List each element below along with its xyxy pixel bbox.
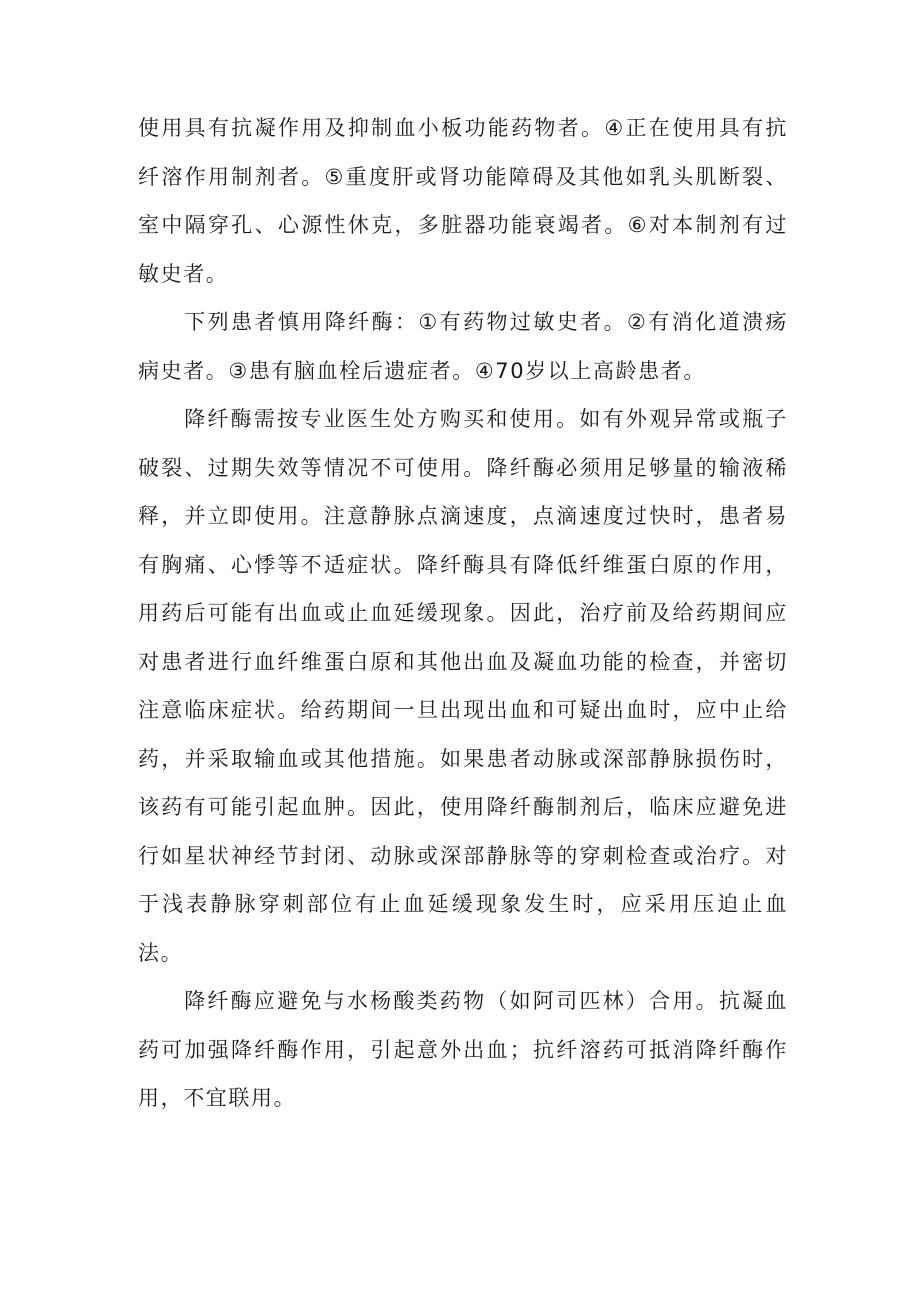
paragraph-drug-interactions: 降纤酶应避免与水杨酸类药物（如阿司匹林）合用。抗凝血药可加强降纤酶作用，引起意外出血；抗纤溶药可抵消降纤酶作用，不宜联用。	[138, 989, 788, 1110]
document-body	[138, 104, 788, 1123]
paragraph-cautious-use: 下列患者慎用降纤酶：①有药物过敏史者。②有消化道溃疡病史者。③患有脑血栓后遗症者。④70岁以上高龄患者。	[138, 310, 788, 383]
paragraph-contraindications-continued: 使用具有抗凝作用及抑制血小板功能药物者。④正在使用具有抗纤溶作用制剂者。⑤重度肝或肾功能障碍及其他如乳头肌断裂、室中隔穿孔、心源性休克，多脏器功能衰竭者。⑥对本制剂有过敏史者。	[138, 116, 788, 286]
paragraph-usage-precautions: 降纤酶需按专业医生处方购买和使用。如有外观异常或瓶子破裂、过期失效等情况不可使用。降纤酶必须用足够量的输液稀释，并立即使用。注意静脉点滴速度，点滴速度过快时，患者易有胸痛、心悸等不适症状。降纤酶具有降低纤维蛋白原的作用，用药后可能有出血或止血延缓现象。因此，治疗前及给药期间应对患者进行血纤维蛋白原和其他出血及凝血功能的检查，并密切注意临床症状。给药期间一旦出现出血和可疑出血时，应中止给药，并采取输血或其他措施。如果患者动脉或深部静脉损伤时，该药有可能引起血肿。因此，使用降纤酶制剂后，临床应避免进行如星状神经节封闭、动脉或深部静脉等的穿刺检查或治疗。对于浅表静脉穿刺部位有止血延缓现象发生时，应采用压迫止血法。	[138, 407, 788, 965]
